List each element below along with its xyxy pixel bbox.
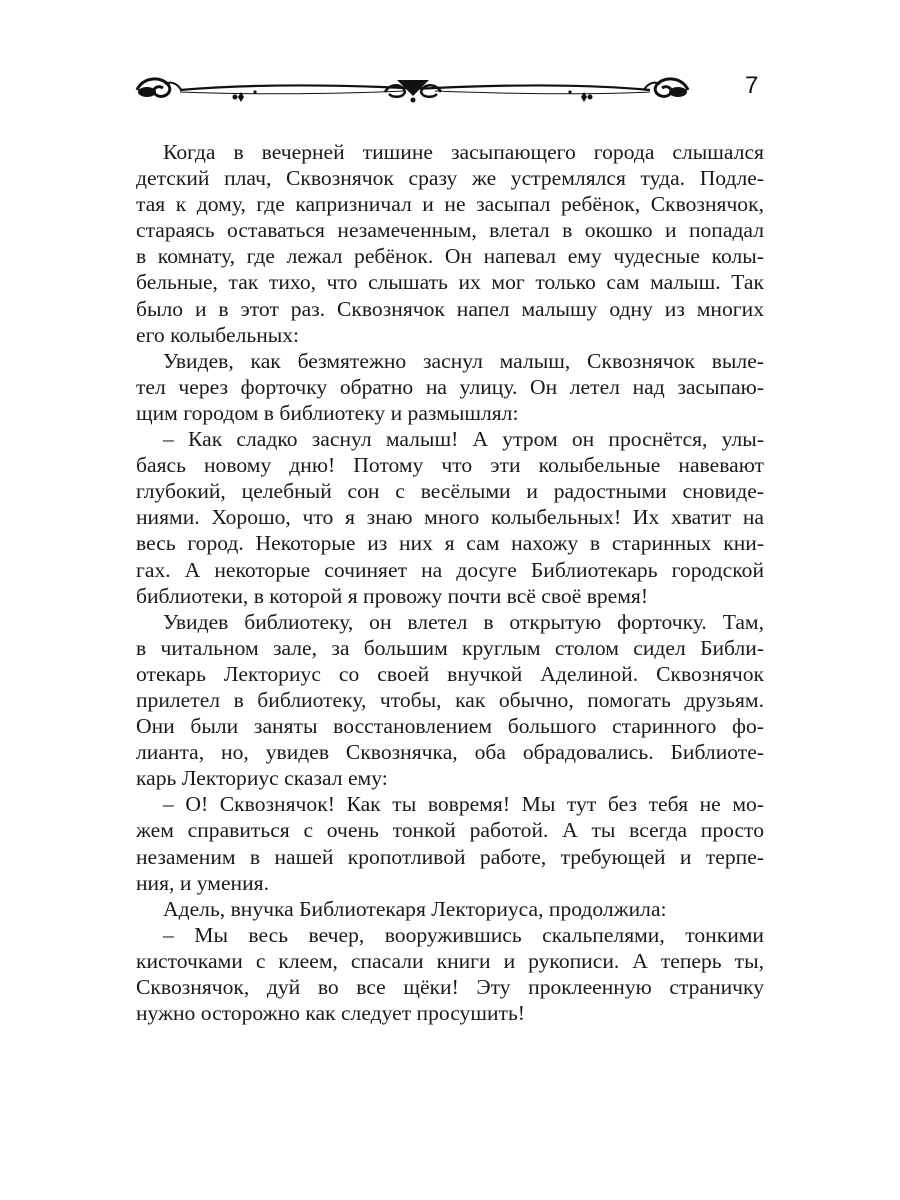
- text-line: кисточками с клеем, спасали книги и рукописи. А теперь ты,: [136, 948, 764, 973]
- paragraph: [136, 791, 764, 895]
- page-header: [135, 70, 775, 110]
- text-line: Когда в вечерней тишине засыпающего города слышался: [163, 140, 764, 164]
- text-line: отекарь Лекториус со своей внучкой Аделиной. Сквознячок: [136, 661, 764, 686]
- text-line: ния, и умения.: [136, 870, 269, 895]
- text-line: Они были заняты восстановлением большого старинного фо-: [136, 714, 764, 739]
- text-line: нужно осторожно как следует просушить!: [136, 1001, 525, 1026]
- text-line: тая к дому, где капризничал и не засыпал ребёнок, Сквознячок,: [136, 192, 764, 217]
- paragraph: [136, 348, 764, 426]
- paragraph: [136, 896, 764, 922]
- paragraph: [136, 609, 764, 792]
- text-line: незаменим в нашей кропотливой работе, требующей и терпе-: [136, 844, 764, 869]
- text-line: жем справиться с очень тонкой работой. А ты всегда просто: [136, 818, 764, 843]
- text-line: его колыбельных:: [136, 322, 300, 347]
- text-line: стараясь оставаться незамеченным, влетал в окошко и попадал: [136, 218, 764, 243]
- page-number: 7: [745, 72, 759, 99]
- text-line: прилетел в библиотеку, чтобы, как обычно, помогать друзьям.: [136, 687, 764, 712]
- text-line: тел через форточку обратно на улицу. Он летел над засыпаю-: [136, 374, 764, 399]
- text-line: Адель, внучка Библиотекаря Лекториуса, продолжила:: [163, 896, 667, 921]
- text-line: детский плач, Сквознячок сразу же устремлялся туда. Подле-: [136, 166, 764, 191]
- text-line: Сквознячок, дуй во все щёки! Эту проклеенную страничку: [136, 975, 764, 999]
- text-line: глубокий, целебный сон с весёлыми и радостными сновиде-: [136, 479, 764, 504]
- text-line: – О! Сквознячок! Как ты вовремя! Мы тут без тебя не мо-: [163, 792, 764, 817]
- text-line: – Как сладко заснул малыш! А утром он проснётся, улы-: [163, 427, 764, 452]
- text-line: было и в этот раз. Сквознячок напел малышу одну из многих: [136, 296, 764, 321]
- paragraph: [136, 426, 764, 609]
- text-line: в комнату, где лежал ребёнок. Он напевал ему чудесные колы-: [136, 244, 764, 269]
- decorative-scroll-icon: [135, 70, 690, 110]
- text-line: баясь новому дню! Потому что эти колыбельные навевают: [136, 453, 764, 478]
- text-line: Увидев, как безмятежно заснул малыш, Сквознячок выле-: [163, 348, 764, 373]
- text-line: бельные, так тихо, что слышать их мог только сам малыш. Так: [136, 270, 764, 295]
- text-line: библиотеки, в которой я провожу почти всё своё время!: [136, 583, 649, 608]
- paragraph: [136, 922, 764, 1026]
- paragraph: [136, 139, 764, 348]
- text-line: весь город. Некоторые из них я сам нахожу в старинных кни-: [136, 531, 764, 556]
- text-line: щим городом в библиотеку и размышлял:: [136, 400, 519, 425]
- text-line: карь Лекториус сказал ему:: [136, 766, 388, 791]
- text-line: гах. А некоторые сочиняет на досуге Библиотекарь городской: [136, 557, 764, 582]
- text-line: ниями. Хорошо, что я знаю много колыбельных! Их хватит на: [136, 505, 764, 530]
- body-text: [136, 139, 764, 1026]
- text-line: – Мы весь вечер, вооружившись скальпелями, тонкими: [163, 922, 764, 947]
- text-line: Увидев библиотеку, он влетел в открытую форточку. Там,: [163, 609, 764, 634]
- text-line: лианта, но, увидев Сквознячка, оба обрадовались. Библиоте-: [136, 740, 764, 765]
- text-line: в читальном зале, за большим круглым столом сидел Библи-: [136, 635, 764, 660]
